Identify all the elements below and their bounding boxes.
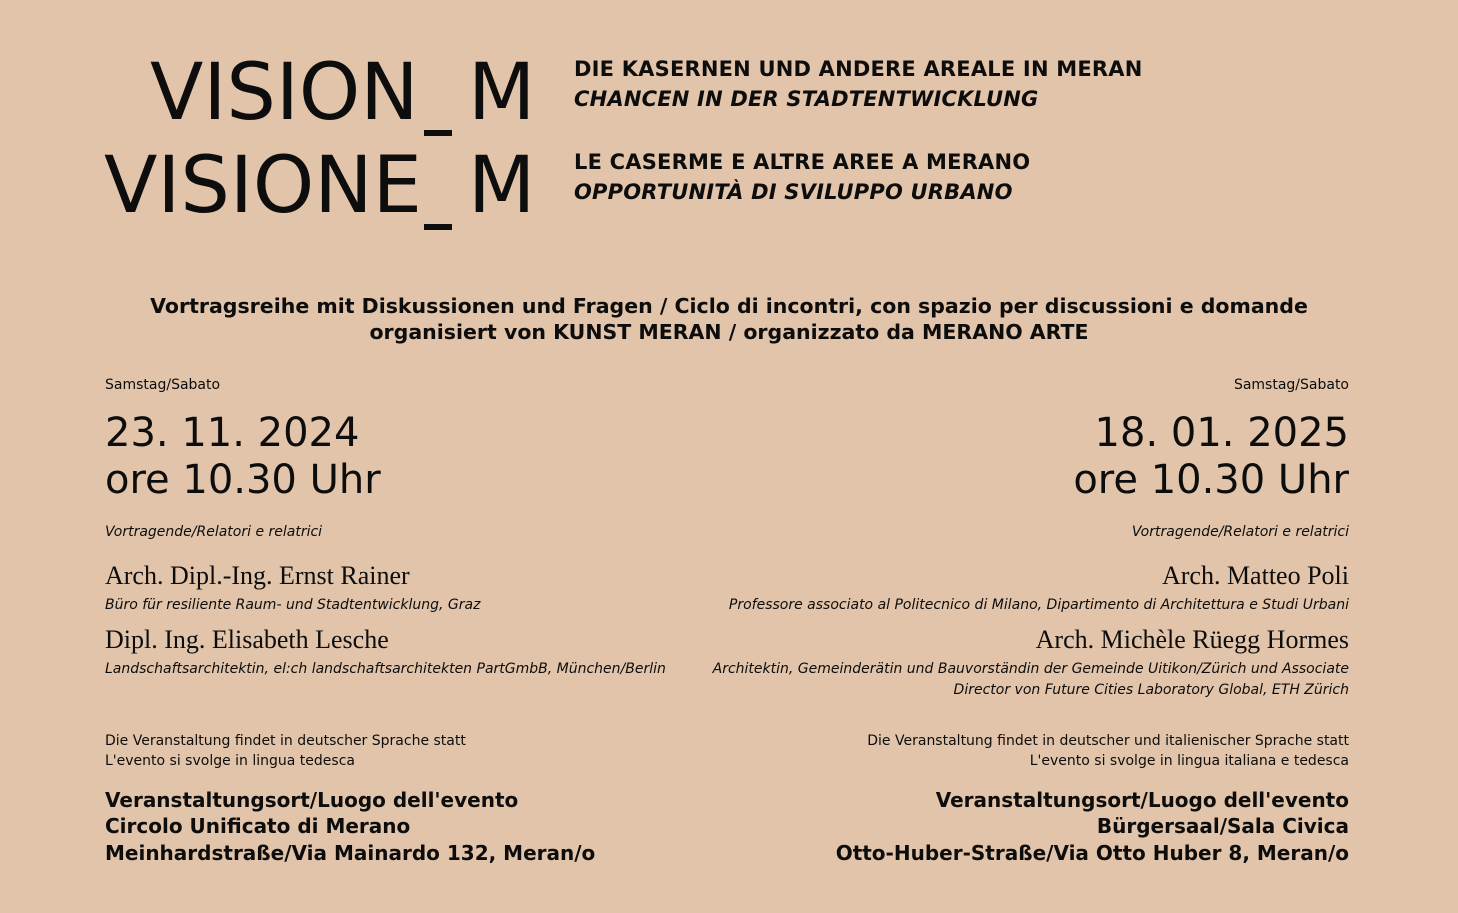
- event-1-language-de: Die Veranstaltung findet in deutscher Sprache statt: [105, 733, 466, 749]
- event-1-speaker-1-affiliation: Büro für resiliente Raum- und Stadtentwicklung, Graz: [105, 597, 481, 613]
- intro-line-2: organisiert von KUNST MERAN / organizzato da MERANO ARTE: [369, 320, 1089, 344]
- event-1-date: 23. 11. 2024: [105, 410, 360, 456]
- intro-line-1: Vortragsreihe mit Diskussionen und Fragen / Ciclo di incontri, con spazio per discussioni e domande: [150, 294, 1308, 318]
- event-2-venue-name: Bürgersaal/Sala Civica: [1096, 814, 1349, 838]
- subtitle-it-title: LE CASERME E ALTRE AREE A MERANO: [574, 150, 1031, 174]
- event-1-language-it: L'evento si svolge in lingua tedesca: [105, 753, 355, 769]
- event-1-venue-address: Meinhardstraße/Via Mainardo 132, Meran/o: [105, 841, 596, 865]
- subtitle-de-sub: CHANCEN IN DER STADTENTWICKLUNG: [574, 87, 1039, 111]
- event-1-speaker-2-affiliation: Landschaftsarchitektin, el:ch landschaftsarchitekten PartGmbB, München/Berlin: [105, 661, 666, 677]
- logo-letter-m-bottom: M: [468, 141, 536, 231]
- logo-word-vision: VISION: [150, 48, 419, 138]
- event-2-speaker-2-name: Arch. Michèle Rüegg Hormes: [1035, 625, 1349, 654]
- intro: [0, 293, 1458, 345]
- event-2-time: ore 10.30 Uhr: [1073, 457, 1349, 503]
- event-1-speaker-1-name: Arch. Dipl.-Ing. Ernst Rainer: [105, 561, 410, 590]
- event-1-speaker-2-name: Dipl. Ing. Elisabeth Lesche: [105, 625, 389, 654]
- event-2-language-de: Die Veranstaltung findet in deutscher und italienischer Sprache statt: [867, 733, 1349, 749]
- event-2-speaker-1-affiliation: Professore associato al Politecnico di Milano, Dipartimento di Architettura e Studi Urbani: [728, 597, 1349, 613]
- subtitle-de-title: DIE KASERNEN UND ANDERE AREALE IN MERAN: [574, 57, 1143, 81]
- logo-letter-m-top: M: [468, 48, 536, 138]
- event-1-venue-label: Veranstaltungsort/Luogo dell'evento: [105, 788, 519, 812]
- event-2-speakers-label: Vortragende/Relatori e relatrici: [1131, 524, 1349, 540]
- event-2-speaker-2-affiliation: Architektin, Gemeinderätin und Bauvorständin der Gemeinde Uitikon/Zürich und Associate: [712, 661, 1349, 677]
- event-2-speaker-2-affiliation-cont: Director von Future Cities Laboratory Global, ETH Zürich: [953, 682, 1349, 698]
- event-2-date: 18. 01. 2025: [1094, 410, 1349, 456]
- event-2-day: Samstag/Sabato: [1233, 377, 1349, 393]
- logo-underscore-bottom: [424, 224, 452, 230]
- event-2-language-it: L'evento si svolge in lingua italiana e tedesca: [1029, 753, 1349, 769]
- event-1-venue-name: Circolo Unificato di Merano: [105, 814, 411, 838]
- subtitle-it-sub: OPPORTUNITÀ DI SVILUPPO URBANO: [574, 180, 1013, 204]
- event-2-venue-label: Veranstaltungsort/Luogo dell'evento: [935, 788, 1349, 812]
- logo-underscore-top: [424, 130, 452, 136]
- event-1-speakers-label: Vortragende/Relatori e relatrici: [105, 524, 323, 540]
- logo-word-visione: VISIONE: [104, 141, 422, 231]
- event-1-day: Samstag/Sabato: [105, 377, 221, 393]
- event-2-speaker-1-name: Arch. Matteo Poli: [1161, 561, 1349, 590]
- event-1-time: ore 10.30 Uhr: [105, 457, 381, 503]
- event-2-venue-address: Otto-Huber-Straße/Via Otto Huber 8, Meran/o: [835, 841, 1349, 865]
